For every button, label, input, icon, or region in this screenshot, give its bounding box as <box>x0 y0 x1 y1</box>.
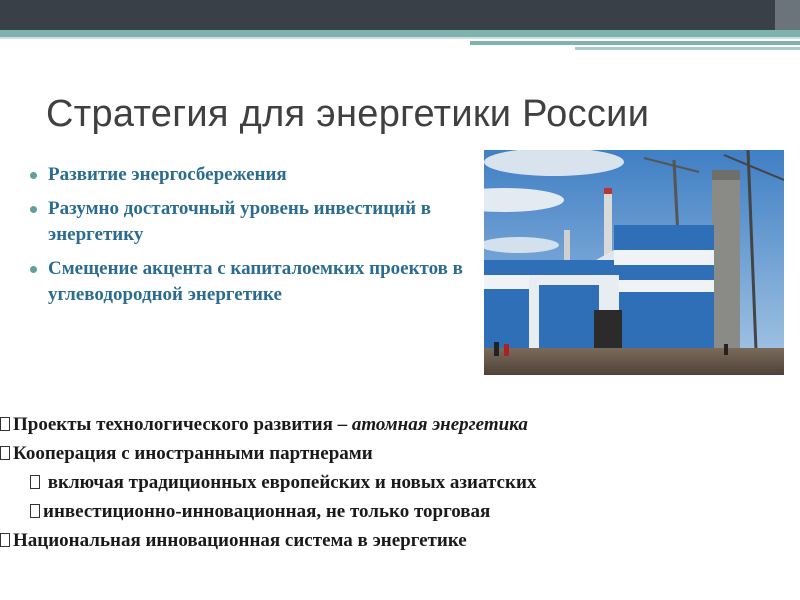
bullet-dot-icon <box>30 206 37 213</box>
checkbox-glyph-icon <box>30 475 40 489</box>
note-row <box>0 410 790 439</box>
bullet-text: Развитие энергосбережения <box>48 164 287 185</box>
note-text: Проекты технологического развития – <box>13 414 352 435</box>
lower-notes <box>0 410 790 555</box>
bullet-text: Смещение акцента с капиталоемких проектов в углеводородной энергетике <box>48 258 463 305</box>
note-row <box>0 439 790 468</box>
header-band-dark <box>0 0 800 30</box>
note-text: включая традиционных европейских и новых азиатских <box>43 472 537 493</box>
note-text: Национальная инновационная система в энергетике <box>13 530 467 551</box>
note-row <box>0 526 790 555</box>
note-text: инвестиционно-инновационная, не только торговая <box>43 501 491 522</box>
checkbox-glyph-icon <box>0 417 10 431</box>
note-emphasis: атомная энергетика <box>351 414 528 435</box>
bullet-dot-icon <box>30 266 37 273</box>
slide-title: Стратегия для энергетики России <box>46 93 650 135</box>
checkbox-glyph-icon <box>30 504 40 518</box>
bullet-list <box>30 162 470 316</box>
checkbox-glyph-icon <box>0 533 10 547</box>
note-subrow <box>0 497 790 526</box>
bullet-item <box>30 196 470 248</box>
bullet-text: Разумно достаточный уровень инвестиций в энергетику <box>48 198 432 245</box>
checkbox-glyph-icon <box>0 446 10 460</box>
header-band-teal <box>0 30 800 37</box>
header-band-thin <box>0 37 800 39</box>
note-text: Кооперация с иностранными партнерами <box>13 443 373 464</box>
bullet-item <box>30 256 470 308</box>
header-stripe <box>470 41 800 45</box>
bullet-item <box>30 162 470 188</box>
note-subrow <box>0 468 790 497</box>
power-plant-photo <box>484 150 784 375</box>
header-stripe <box>575 47 800 50</box>
bullet-dot-icon <box>30 172 37 179</box>
